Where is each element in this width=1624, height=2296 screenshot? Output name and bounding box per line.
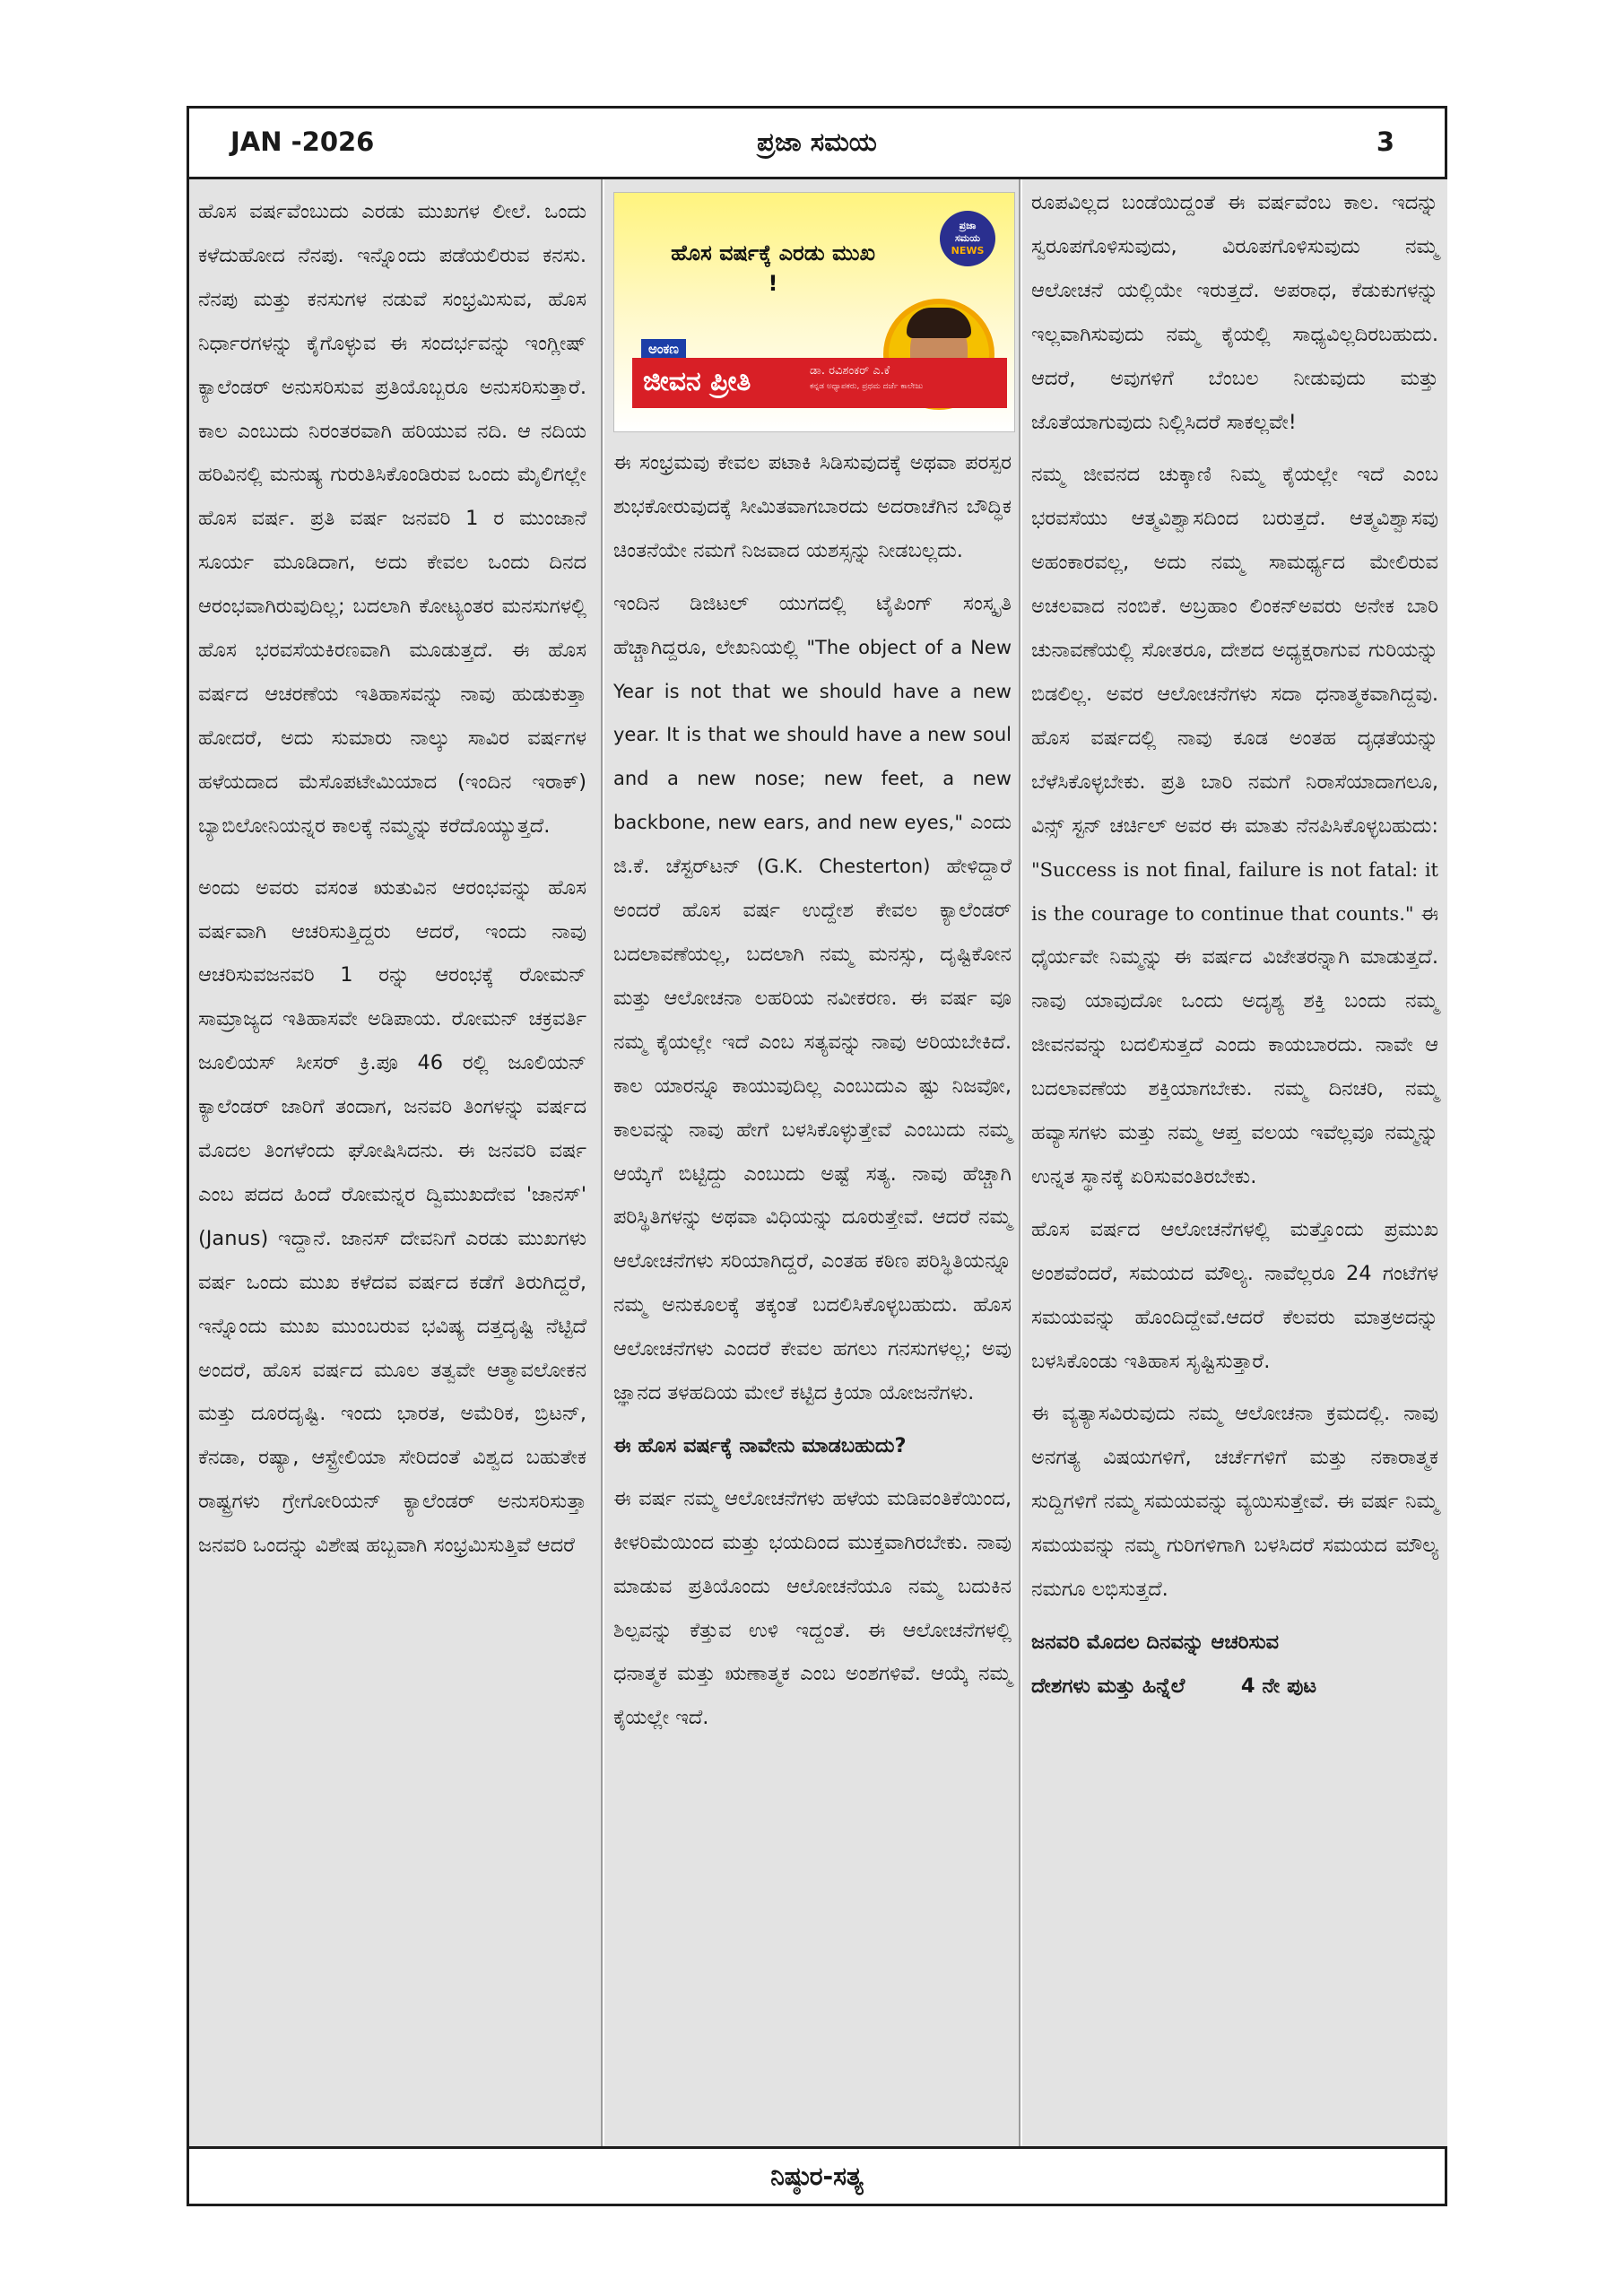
logo-text: ಸಮಯ	[954, 232, 981, 244]
continued-heading: ದೇಶಗಳು ಮತ್ತು ಹಿನ್ನೆಲೆ	[1031, 1674, 1185, 1698]
article-paragraph: ಹೊಸ ವರ್ಷದ ಆಲೋಚನೆಗಳಲ್ಲಿ ಮತ್ತೊಂದು ಪ್ರಮುಖ ಅಂಶವೆಂದರೆ, ಸಮಯದ ಮೌಲ್ಯ. ನಾವೆಲ್ಲರೂ 24 ಗಂಟೆಗಳ ಸಮಯವನ್ನು ಹೊಂದಿದ್ದೇವೆ.ಆದರೆ ಕೆಲವರು ಮಾತ್ರಅದನ್ನು ಬಳಸಿಕೊಂಡು ಇತಿಹಾಸ ಸೃಷ್ಟಿಸುತ್ತಾರೆ.	[1031, 1217, 1438, 1373]
newspaper-logo	[940, 211, 995, 266]
column-2	[604, 179, 1020, 2146]
column-name-strip	[632, 358, 1007, 408]
continued-page-ref: 4 ನೇ ಪುಟ	[1240, 1674, 1317, 1698]
banner-title: ಹೊಸ ವರ್ಷಕ್ಕೆ ಎರಡು ಮುಖ !	[671, 240, 875, 296]
page-number: 3	[1376, 126, 1394, 157]
logo-text: NEWS	[951, 245, 985, 257]
chesterton-quote: "The object of a New Year is not that we should have a new year. It is that we should have a new soul and a new nose; new feet, a new backbone, new ears, and new eyes,"	[613, 636, 1012, 834]
continued-heading: ಜನವರಿ ಮೊದಲ ದಿನವನ್ನು ಆಚರಿಸುವ	[1031, 1631, 1280, 1654]
article-paragraph: ರೂಪವಿಲ್ಲದ ಬಂಡೆಯಿದ್ದಂತೆ ಈ ವರ್ಷವೆಂಬ ಕಾಲ. ಇದನ್ನು ಸ್ವರೂಪಗೊಳಿಸುವುದು, ವಿರೂಪಗೊಳಿಸುವುದು ನಮ್ಮ ಆಲೋಚನೆ ಯಲ್ಲಿಯೇ ಇರುತ್ತದೆ. ಅಪರಾಧ, ಕೆಡುಕುಗಳನ್ನು ಇಲ್ಲವಾಗಿಸುವುದು ನಮ್ಮ ಕೈಯಲ್ಲಿ ಸಾಧ್ಯವಿಲ್ಲದಿರಬಹುದು. ಆದರೆ, ಅವುಗಳಿಗೆ ಬೆಂಬಲ ನೀಡುವುದು ಮತ್ತು ಜೊತೆಯಾಗುವುದು ನಿಲ್ಲಿಸಿದರೆ ಸಾಕಲ್ಲವೇ!	[1031, 191, 1438, 434]
article-paragraph	[1031, 453, 1438, 1198]
author-subtitle: ಕನ್ನಡ ಅಧ್ಯಾಪಕರು	[810, 382, 857, 391]
article-paragraph: ಈ ವ್ಯತ್ಯಾಸವಿರುವುದು ನಮ್ಮ ಆಲೋಚನಾ ಕ್ರಮದಲ್ಲಿ. ನಾವು ಅನಗತ್ಯ ವಿಷಯಗಳಿಗೆ, ಚರ್ಚೆಗಳಿಗೆ ಮತ್ತು ನಕಾರಾತ್ಮಕ ಸುದ್ದಿಗಳಿಗೆ ನಮ್ಮ ಸಮಯವನ್ನು ವ್ಯಯಿಸುತ್ತೇವೆ. ಈ ವರ್ಷ ನಿಮ್ಮ ಸಮಯವನ್ನು ನಮ್ಮ ಗುರಿಗಳಿಗಾಗಿ ಬಳಸಿದರೆ ಸಮಯದ ಮೌಲ್ಯ ನಮಗೂ ಲಭಿಸುತ್ತದೆ.	[1031, 1402, 1438, 1602]
section-subheading: ಈ ಹೊಸ ವರ್ಷಕ್ಕೆ ನಾವೇನು ಮಾಡಬಹುದು?	[613, 1433, 907, 1457]
column-1	[189, 179, 603, 2146]
article-paragraph	[613, 582, 1012, 1415]
publication-name: ಪ್ರಜಾ ಸಮಯ	[757, 126, 877, 157]
author-college: ಪ್ರಥಮ ದರ್ಜೆ ಕಾಲೇಜು	[862, 382, 924, 391]
article-paragraph: ಅಂದು ಅವರು ವಸಂತ ಋತುವಿನ ಆರಂಭವನ್ನು ಹೊಸ ವರ್ಷವಾಗಿ ಆಚರಿಸುತ್ತಿದ್ದರು ಆದರೆ, ಇಂದು ನಾವು ಆಚರಿಸುವಜನವರಿ 1 ರನ್ನು ಆರಂಭಕ್ಕೆ ರೋಮನ್ ಸಾಮ್ರಾಜ್ಯದ ಇತಿಹಾಸವೇ ಅಡಿಪಾಯ. ರೋಮನ್ ಚಕ್ರವರ್ತಿ ಜೂಲಿಯಸ್ ಸೀಸರ್ ಕ್ರಿ.ಪೂ 46 ರಲ್ಲಿ ಜೂಲಿಯನ್ ಕ್ಯಾಲೆಂಡರ್ ಜಾರಿಗೆ ತಂದಾಗ, ಜನವರಿ ತಿಂಗಳನ್ನು ವರ್ಷದ ಮೊದಲ ತಿಂಗಳೆಂದು ಘೋಷಿಸಿದನು. ಈ ಜನವರಿ ವರ್ಷ ಎಂಬ ಪದದ ಹಿಂದೆ ರೋಮನ್ನರ ದ್ವಿಮುಖದೇವ 'ಜಾನಸ್' (Janus) ಇದ್ದಾನೆ. ಜಾನಸ್ ದೇವನಿಗೆ ಎರಡು ಮುಖಗಳು ವರ್ಷ ಒಂದು ಮುಖ ಕಳೆದವ ವರ್ಷದ ಕಡೆಗೆ ತಿರುಗಿದ್ದರೆ, ಇನ್ನೊಂದು ಮುಖ ಮುಂಬರುವ ಭವಿಷ್ಯ ದತ್ತದೃಷ್ಟಿ ನೆಟ್ಟಿದೆ ಅಂದರೆ, ಹೊಸ ವರ್ಷದ ಮೂಲ ತತ್ವವೇ ಆತ್ಮಾವಲೋಕನ ಮತ್ತು ದೂರದೃಷ್ಟಿ. ಇಂದು ಭಾರತ, ಅಮೆರಿಕ, ಬ್ರಿಟನ್, ಕೆನಡಾ, ರಷ್ಯಾ, ಆಸ್ಟ್ರೇಲಿಯಾ ಸೇರಿದಂತೆ ವಿಶ್ವದ ಬಹುತೇಕ ರಾಷ್ಟ್ರಗಳು ಗ್ರೇಗೋರಿಯನ್ ಕ್ಯಾಲೆಂಡರ್ ಅನುಸರಿಸುತ್ತಾ ಜನವರಿ ಒಂದನ್ನು ವಿಶೇಷ ಹಬ್ಬವಾಗಿ ಸಂಭ್ರಮಿಸುತ್ತಿವೆ ಆದರೆ	[198, 875, 586, 1558]
paragraph-text: ಇಂದಿನ ಡಿಜಿಟಲ್ ಯುಗದಲ್ಲಿ ಟೈಪಿಂಗ್ ಸಂಸ್ಕೃತಿ ಹೆಚ್ಚಾಗಿದ್ದರೂ, ಲೇಖನಿಯಲ್ಲಿ	[613, 591, 1012, 659]
paragraph-text: ನಮ್ಮ ಜೀವನದ ಚುಕ್ಕಾಣಿ ನಿಮ್ಮ ಕೈಯಲ್ಲೇ ಇದೆ ಎಂಬ ಭರವಸೆಯು ಆತ್ಮವಿಶ್ವಾಸದಿಂದ ಬರುತ್ತದೆ. ಆತ್ಮವಿಶ್ವಾಸವು ಅಹಂಕಾರವಲ್ಲ, ಅದು ನಮ್ಮ ಸಾಮರ್ಥ್ಯದ ಮೇಲಿರುವ ಅಚಲವಾದ ನಂಬಿಕೆ. ಅಬ್ರಹಾಂ ಲಿಂಕನ್‌ಅವರು ಅನೇಕ ಬಾರಿ ಚುನಾವಣೆಯಲ್ಲಿ ಸೋತರೂ, ದೇಶದ ಅಧ್ಯಕ್ಷರಾಗುವ ಗುರಿಯನ್ನು ಬಿಡಲಿಲ್ಲ. ಅವರ ಆಲೋಚನೆಗಳು ಸದಾ ಧನಾತ್ಮಕವಾಗಿದ್ದವು. ಹೊಸ ವರ್ಷದಲ್ಲಿ ನಾವು ಕೂಡ ಅಂತಹ ದೃಢತೆಯನ್ನು ಬೆಳೆಸಿಕೊಳ್ಳಬೇಕು. ಪ್ರತಿ ಬಾರಿ ನಮಗೆ ನಿರಾಸೆಯಾದಾಗಲೂ, ವಿನ್ಸ್ ಸ್ಟನ್ ಚರ್ಚಿಲ್ ಅವರ ಈ ಮಾತು ನೆನಪಿಸಿಕೊಳ್ಳಬಹುದು:	[1031, 463, 1438, 838]
chesterton-name: (G.K. Chesterton)	[757, 856, 931, 878]
paragraph-text: ಈ ಧೈರ್ಯವೇ ನಿಮ್ಮನ್ನು ಈ ವರ್ಷದ ವಿಜೇತರನ್ನಾಗಿ ಮಾಡುತ್ತದೆ. ನಾವು ಯಾವುದೋ ಒಂದು ಅದೃಶ್ಯ ಶಕ್ತಿ ಬಂದು ನಮ್ಮ ಜೀವನವನ್ನು ಬದಲಿಸುತ್ತದೆ ಎಂದು ಕಾಯಬಾರದು. ನಾವೇ ಆ ಬದಲಾವಣೆಯ ಶಕ್ತಿಯಾಗಬೇಕು. ನಮ್ಮ ದಿನಚರಿ, ನಮ್ಮ ಹವ್ಯಾಸಗಳು ಮತ್ತು ನಮ್ಮ ಆಪ್ತ ವಲಯ ಇವೆಲ್ಲವೂ ನಮ್ಮನ್ನು ಉನ್ನತ ಸ್ಥಾನಕ್ಕೆ ಏರಿಸುವಂತಿರಬೇಕು.	[1031, 901, 1438, 1188]
churchill-quote: "Success is not final, failure is not fatal: it is the courage to continue that counts."	[1031, 858, 1438, 925]
column-banner	[613, 192, 1015, 432]
author-affiliation: ಕನ್ನಡ ಅಧ್ಯಾಪಕರು, ಪ್ರಥಮ ದರ್ಜೆ ಕಾಲೇಜು	[810, 382, 924, 391]
column-tag: ಅಂಕಣ	[641, 339, 686, 359]
article-paragraph: ಈ ವರ್ಷ ನಮ್ಮ ಆಲೋಚನೆಗಳು ಹಳೆಯ ಮಡಿವಂತಿಕೆಯಿಂದ, ಕೀಳರಿಮೆಯಿಂದ ಮತ್ತು ಭಯದಿಂದ ಮುಕ್ತವಾಗಿರಬೇಕು. ನಾವು ಮಾಡುವ ಪ್ರತಿಯೊಂದು ಆಲೋಚನೆಯೂ ನಮ್ಮ ಬದುಕಿನ ಶಿಲ್ಪವನ್ನು ಕೆತ್ತುವ ಉಳಿ ಇದ್ದಂತೆ. ಈ ಆಲೋಚನೆಗಳಲ್ಲಿ ಧನಾತ್ಮಕ ಮತ್ತು ಋಣಾತ್ಮಕ ಎಂಬ ಅಂಶಗಳಿವೆ. ಆಯ್ಕೆ ನಮ್ಮ ಕೈಯಲ್ಲೇ ಇದೆ.	[613, 1486, 1012, 1730]
author-name: ಡಾ. ರವಿಶಂಕರ್ ಎ.ಕೆ	[810, 364, 890, 378]
continued-notice	[1031, 1621, 1438, 1709]
page-footer: ನಿಷ್ಠುರ-ಸತ್ಯ	[189, 2146, 1445, 2204]
paragraph-text: ಹೇಳಿದ್ದಾರೆ ಅಂದರೆ ಹೊಸ ವರ್ಷ ಉದ್ದೇಶ ಕೇವಲ ಕ್ಯಾಲೆಂಡರ್ ಬದಲಾವಣೆಯಲ್ಲ, ಬದಲಾಗಿ ನಮ್ಮ ಮನಸ್ಸು, ದೃಷ್ಟಿಕೋನ ಮತ್ತು ಆಲೋಚನಾ ಲಹರಿಯ ನವೀಕರಣ. ಈ ವರ್ಷ ವೂ ನಮ್ಮ ಕೈಯಲ್ಲೇ ಇದೆ ಎಂಬ ಸತ್ಯವನ್ನು ನಾವು ಅರಿಯಬೇಕಿದೆ. ಕಾಲ ಯಾರನ್ನೂ ಕಾಯುವುದಿಲ್ಲ ಎಂಬುದುಎ ಷ್ಟು ನಿಜವೋ, ಕಾಲವನ್ನು ನಾವು ಹೇಗೆ ಬಳಸಿಕೊಳ್ಳುತ್ತೇವೆ ಎಂಬುದು ನಮ್ಮ ಆಯ್ಕೆಗೆ ಬಿಟ್ಟಿದ್ದು ಎಂಬುದು ಅಷ್ಟೆ ಸತ್ಯ. ನಾವು ಹೆಚ್ಚಾಗಿ ಪರಿಸ್ಥಿತಿಗಳನ್ನು ಅಥವಾ ವಿಧಿಯನ್ನು ದೂರುತ್ತೇವೆ. ಆದರೆ ನಮ್ಮ ಆಲೋಚನೆಗಳು ಸರಿಯಾಗಿದ್ದರೆ, ಎಂತಹ ಕಠಿಣ ಪರಿಸ್ಥಿತಿಯನ್ನೂ ನಮ್ಮ ಅನುಕೂಲಕ್ಕೆ ತಕ್ಕಂತೆ ಬದಲಿಸಿಕೊಳ್ಳಬಹುದು. ಹೊಸ ಆಲೋಚನೆಗಳು ಎಂದರೆ ಕೇವಲ ಹಗಲು ಗನಸುಗಳಲ್ಲ; ಅವು ಜ್ಞಾನದ ತಳಹದಿಯ ಮೇಲೆ ಕಟ್ಟಿದ ಕ್ರಿಯಾ ಯೋಜನೆಗಳು.	[613, 855, 1012, 1405]
logo-text: ಪ್ರಜಾ	[959, 220, 977, 231]
paragraph-text: ಎಂದು ಜಿ.ಕೆ. ಚೆಸ್ಟರ್‌ಟನ್	[613, 811, 1012, 879]
page-header	[189, 109, 1445, 179]
article-paragraph: ಹೊಸ ವರ್ಷವೆಂಬುದು ಎರಡು ಮುಖಗಳ ಲೀಲೆ. ಒಂದು ಕಳೆದುಹೋದ ನೆನಪು. ಇನ್ನೊಂದು ಪಡೆಯಲಿರುವ ಕನಸು. ನೆನಪು ಮತ್ತು ಕನಸುಗಳ ನಡುವೆ ಸಂಭ್ರಮಿಸುವ, ಹೊಸ ನಿರ್ಧಾರಗಳನ್ನು ಕೈಗೊಳ್ಳುವ ಈ ಸಂದರ್ಭವನ್ನು ಇಂಗ್ಲೀಷ್ ಕ್ಯಾಲೆಂಡರ್ ಅನುಸರಿಸುವ ಪ್ರತಿಯೊಬ್ಬರೂ ಅನುಸರಿಸುತ್ತಾರೆ. ಕಾಲ ಎಂಬುದು ನಿರಂತರವಾಗಿ ಹರಿಯುವ ನದಿ. ಆ ನದಿಯ ಹರಿವಿನಲ್ಲಿ ಮನುಷ್ಯ ಗುರುತಿಸಿಕೊಂಡಿರುವ ಒಂದು ಮೈಲಿಗಲ್ಲೇ ಹೊಸ ವರ್ಷ. ಪ್ರತಿ ವರ್ಷ ಜನವರಿ 1 ರ ಮುಂಜಾನೆ ಸೂರ್ಯ ಮೂಡಿದಾಗ, ಅದು ಕೇವಲ ಒಂದು ದಿನದ ಆರಂಭವಾಗಿರುವುದಿಲ್ಲ; ಬದಲಾಗಿ ಕೋಟ್ಯಂತರ ಮನಸುಗಳಲ್ಲಿ ಹೊಸ ಭರವಸೆಯಕಿರಣವಾಗಿ ಮೂಡುತ್ತದೆ. ಈ ಹೊಸ ವರ್ಷದ ಆಚರಣೆಯ ಇತಿಹಾಸವನ್ನು ನಾವು ಹುಡುಕುತ್ತಾ ಹೋದರೆ, ಅದು ಸುಮಾರು ನಾಲ್ಕು ಸಾವಿರ ವರ್ಷಗಳ ಹಳೆಯದಾದ ಮೆಸೊಪಟೇಮಿಯಾದ (ಇಂದಿನ ಇರಾಕ್) ಬ್ಯಾಬಿಲೋನಿಯನ್ನರ ಕಾಲಕ್ಕೆ ನಮ್ಮನ್ನು ಕರೆದೊಯ್ಯುತ್ತದೆ.	[198, 200, 586, 838]
newspaper-page	[187, 106, 1447, 2206]
column-3	[1022, 179, 1447, 2146]
column-name: ಜೀವನ ಪ್ರೀತಿ	[643, 366, 751, 397]
issue-date: JAN -2026	[230, 126, 375, 157]
article-paragraph: ಈ ಸಂಭ್ರಮವು ಕೇವಲ ಪಟಾಕಿ ಸಿಡಿಸುವುದಕ್ಕೆ ಅಥವಾ ಪರಸ್ಪರ ಶುಭಕೋರುವುದಕ್ಕೆ ಸೀಮಿತವಾಗಬಾರದು ಅದರಾಚೆಗಿನ ಬೌದ್ಧಿಕ ಚಿಂತನೆಯೇ ನಮಗೆ ನಿಜವಾದ ಯಶಸ್ಸನ್ನು ನೀಡಬಲ್ಲದು.	[613, 451, 1012, 562]
